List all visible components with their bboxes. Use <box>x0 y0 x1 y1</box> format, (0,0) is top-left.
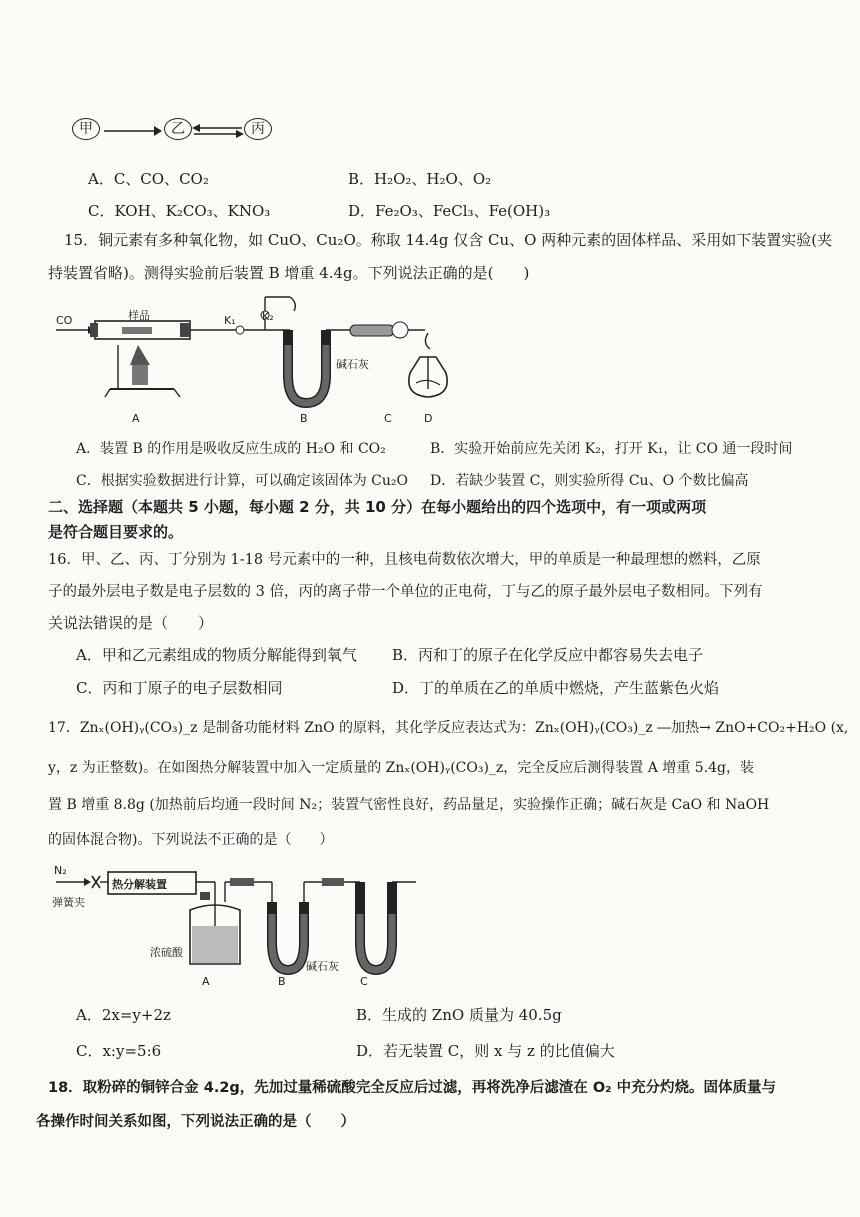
q16-option-c: C．丙和丁原子的电子层数相同 <box>76 679 283 697</box>
node-c-wrap <box>244 118 272 140</box>
q16-option-a: A．甲和乙元素组成的物质分解能得到氧气 <box>76 646 357 664</box>
double-arrow-b-c <box>192 121 244 141</box>
q15-label-sample: 样品 <box>128 309 150 322</box>
q17-label-acid: 浓硫酸 <box>150 946 183 959</box>
q15-label-co: CO <box>56 314 73 327</box>
q14-diagram <box>72 118 100 140</box>
node-a: 甲 <box>72 118 100 140</box>
q16-option-b: B．丙和丁的原子在化学反应中都容易失去电子 <box>392 646 704 664</box>
q17-option-a: A．2x=y+2z <box>76 1006 171 1024</box>
q17-label-soda-lime: 碱石灰 <box>306 960 339 973</box>
q14-option-d: D．Fe₂O₃、FeCl₃、Fe(OH)₃ <box>348 202 551 220</box>
q15-option-b: B．实验开始前应先关闭 K₂，打开 K₁，让 CO 通一段时间 <box>430 441 793 457</box>
arrow-a-to-b <box>102 121 162 141</box>
q17-line1: 17．Znₓ(OH)ᵧ(CO₃)_z 是制备功能材料 ZnO 的原料，其化学反应表达式为：Znₓ(OH)ᵧ(CO₃)_z ―加热→ ZnO+CO₂+H₂O (x, <box>48 720 849 736</box>
node-b: 乙 <box>164 118 192 140</box>
q17-line2: y，z 为正整数)。在如图热分解装置中加入一定质量的 Znₓ(OH)ᵧ(CO₃)_z，完全反应后测得装置 A 增重 5.4g，装 <box>48 760 754 776</box>
q15-label-d: D <box>424 412 433 425</box>
q15-option-a: A．装置 B 的作用是吸收反应生成的 H₂O 和 CO₂ <box>76 441 386 457</box>
q17-option-c: C．x:y=5:6 <box>76 1042 162 1060</box>
node-c: 丙 <box>244 118 272 140</box>
q17-label-n2: N₂ <box>54 864 67 877</box>
node-b-wrap <box>164 118 192 140</box>
q16-option-d: D．丁的单质在乙的单质中燃烧，产生蓝紫色火焰 <box>392 679 720 697</box>
q15-option-c: C．根据实验数据进行计算，可以确定该固体为 Cu₂O <box>76 473 408 489</box>
q14-option-b: B．H₂O₂、H₂O、O₂ <box>348 170 492 188</box>
q15-label-k2: K₂ <box>262 310 274 323</box>
q17-apparatus-figure <box>50 862 440 992</box>
q15-label-c: C <box>384 412 392 425</box>
q17-label-clamp: 弹簧夹 <box>52 896 85 909</box>
q18-line1: 18．取粉碎的铜锌合金 4.2g，先加过量稀硫酸完全反应后过滤，再将洗净后滤渣在 O₂ 中充分灼烧。固体质量与 <box>48 1080 777 1096</box>
section-2-heading-line1: 二、选择题（本题共 5 小题，每小题 2 分，共 10 分）在每小题给出的四个选项中，有一项或两项 <box>48 498 707 516</box>
q15-label-k1: K₁ <box>224 314 236 327</box>
q15-stem-line2: 持装置省略)。测得实验前后装置 B 增重 4.4g。下列说法正确的是( ) <box>48 264 530 282</box>
q15-label-soda-lime: 碱石灰 <box>336 358 369 371</box>
q17-option-b: B．生成的 ZnO 质量为 40.5g <box>356 1006 562 1024</box>
q17-line4: 的固体混合物)。下列说法不正确的是（ ） <box>48 832 334 848</box>
q16-line3: 关说法错误的是（ ） <box>48 614 214 632</box>
q17-label-a: A <box>202 975 210 988</box>
q14-option-c: C．KOH、K₂CO₃、KNO₃ <box>88 202 271 220</box>
q16-line1: 16．甲、乙、丙、丁分别为 1-18 号元素中的一种，且核电荷数依次增大，甲的单质是一种最理想的燃料，乙原 <box>48 552 761 568</box>
q17-label-c: C <box>360 975 368 988</box>
q15-stem-line1: 15．铜元素有多种氧化物，如 CuO、Cu₂O。称取 14.4g 仅含 Cu、O 两种元素的固体样品、采用如下装置实验(夹 <box>64 231 833 249</box>
q15-apparatus-figure <box>50 285 450 425</box>
q17-label-device: 热分解装置 <box>112 878 167 891</box>
q15-label-a: A <box>132 412 140 425</box>
q16-line2: 子的最外层电子数是电子层数的 3 倍，丙的离子带一个单位的正电荷，丁与乙的原子最外层电子数相同。下列有 <box>48 584 763 600</box>
section-2-heading-line2: 是符合题目要求的。 <box>48 523 184 541</box>
q15-label-b: B <box>300 412 308 425</box>
q18-line2: 各操作时间关系如图，下列说法正确的是（ ） <box>36 1114 355 1130</box>
q17-label-b: B <box>278 975 286 988</box>
q14-option-a: A．C、CO、CO₂ <box>88 170 209 188</box>
q17-line3: 置 B 增重 8.8g (加热前后均通一段时间 N₂；装置气密性良好，药品量足，实验操作正确；碱石灰是 CaO 和 NaOH <box>48 797 770 813</box>
q15-option-d: D．若缺少装置 C，则实验所得 Cu、O 个数比偏高 <box>430 473 749 489</box>
q17-option-d: D．若无装置 C，则 x 与 z 的比值偏大 <box>356 1042 615 1060</box>
